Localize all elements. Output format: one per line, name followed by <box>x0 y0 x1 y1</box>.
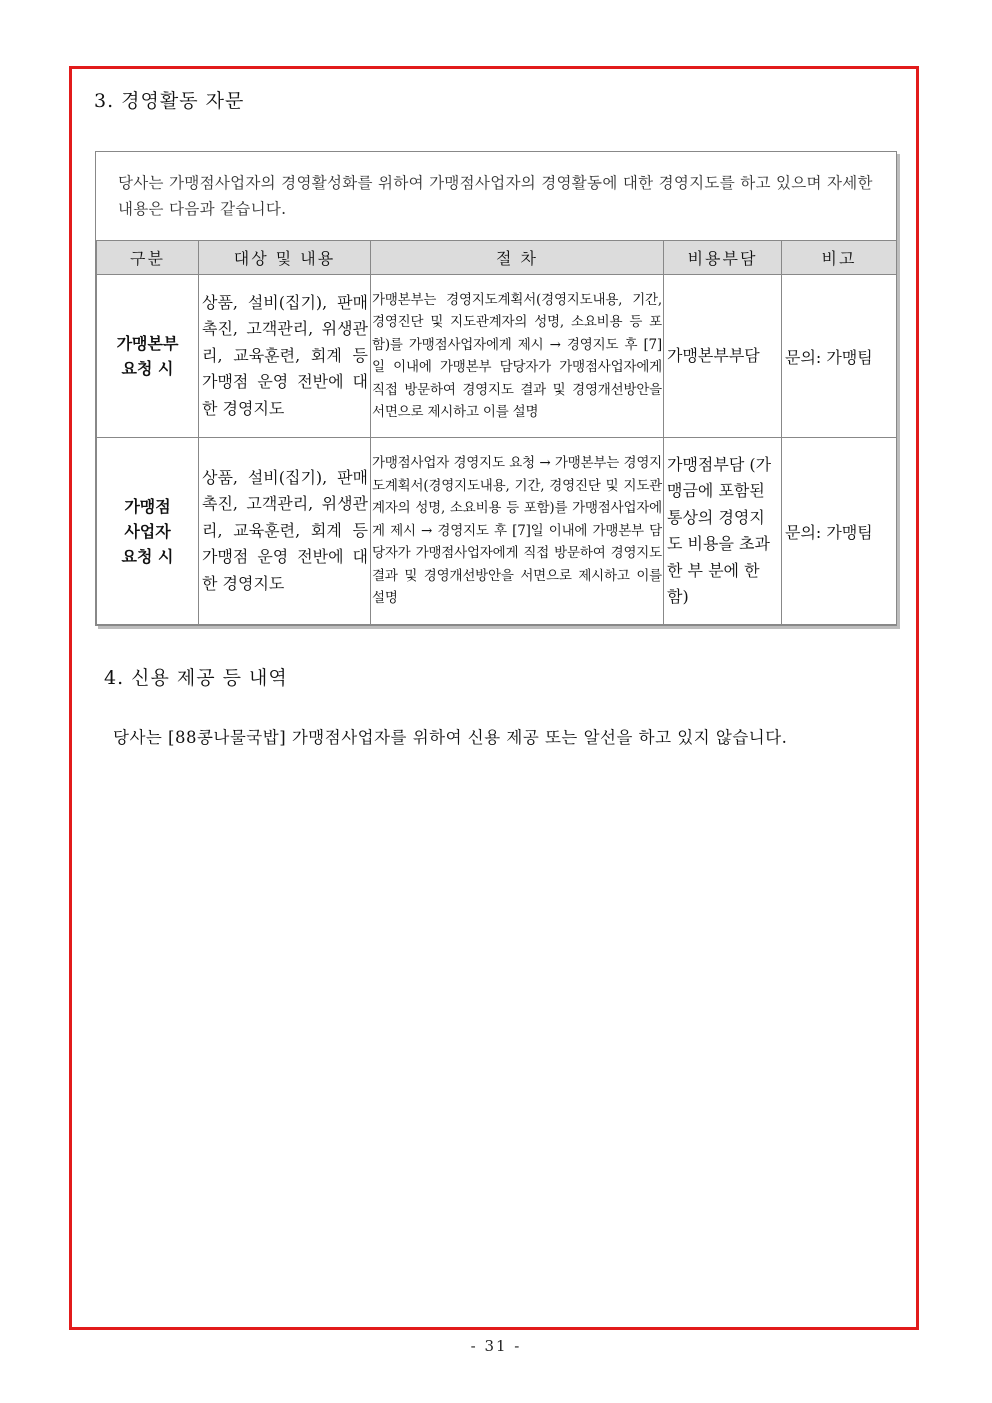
section-4-body: 당사는 [88콩나물국밥] 가맹점사업자를 위하여 신용 제공 또는 알선을 하고 있지 않습니다. <box>113 728 788 747</box>
row-2-category-line: 가맹점 <box>124 496 171 516</box>
row-2-cost: 가맹점부담 (가맹금에 포함된 통상의 경영지도 비용을 초과한 부 분에 한함) <box>664 438 782 625</box>
row-2-category-line: 요청 시 <box>121 546 174 566</box>
consulting-table-box <box>95 151 897 626</box>
row-2-category <box>97 438 199 625</box>
row-1-procedure: 가맹본부는 경영지도계획서(경영지도내용, 기간, 경영진단 및 지도관계자의 성명, 소요비용 등 포함)를 가맹점사업자에게 제시 → 경영지도 후 [7]일 이내에 가맹본부 담당자가 가맹점사업자에게 직접 방문하여 경영지도 결과 및 경영개선방안을 서면으로 제시하고 이를 설명 <box>371 275 664 438</box>
header-target: 대상 및 내용 <box>199 241 371 275</box>
section-3-title: 3. 경영활동 자문 <box>94 90 245 112</box>
header-cost: 비용부담 <box>664 241 782 275</box>
header-note: 비고 <box>782 241 897 275</box>
row-1-target: 상품, 설비(집기), 판매촉진, 고객관리, 위생관리, 교육훈련, 회계 등 가맹점 운영 전반에 대한 경영지도 <box>199 275 371 438</box>
row-2-category-line: 사업자 <box>124 521 171 541</box>
section-3-intro: 당사는 가맹점사업자의 경영활성화를 위하여 가맹점사업자의 경영활동에 대한 경영지도를 하고 있으며 자세한 내용은 다음과 같습니다. <box>118 174 873 218</box>
header-procedure: 절 차 <box>371 241 664 275</box>
row-1-category-line: 가맹본부 <box>116 334 179 353</box>
row-1-category <box>97 275 199 438</box>
row-2-procedure: 가맹점사업자 경영지도 요청 → 가맹본부는 경영지도계획서(경영지도내용, 기간, 경영진단 및 지도관계자의 성명, 소요비용 등 포함)를 가맹점사업자에게 제시 → 경영지도 후 [7]일 이내에 가맹본부 담당자가 가맹점사업자에게 직접 방문하여 경영지도 결과 및 경영개선방안을 서면으로 제시하고 이를 설명 <box>371 438 664 625</box>
table-header-row <box>97 241 897 275</box>
row-2-target: 상품, 설비(집기), 판매촉진, 고객관리, 위생관리, 교육훈련, 회계 등 가맹점 운영 전반에 대한 경영지도 <box>199 438 371 625</box>
table-row <box>97 275 897 438</box>
row-1-cost: 가맹본부부담 <box>664 275 782 438</box>
table-row <box>97 438 897 625</box>
consulting-table <box>96 240 897 625</box>
row-2-note: 문의: 가맹팀 <box>782 438 897 625</box>
page-number: - 31 - <box>470 1337 522 1355</box>
row-1-category-line: 요청 시 <box>121 359 174 378</box>
header-category: 구분 <box>97 241 199 275</box>
section-4-title: 4. 신용 제공 등 내역 <box>104 667 288 689</box>
row-1-note: 문의: 가맹팀 <box>782 275 897 438</box>
